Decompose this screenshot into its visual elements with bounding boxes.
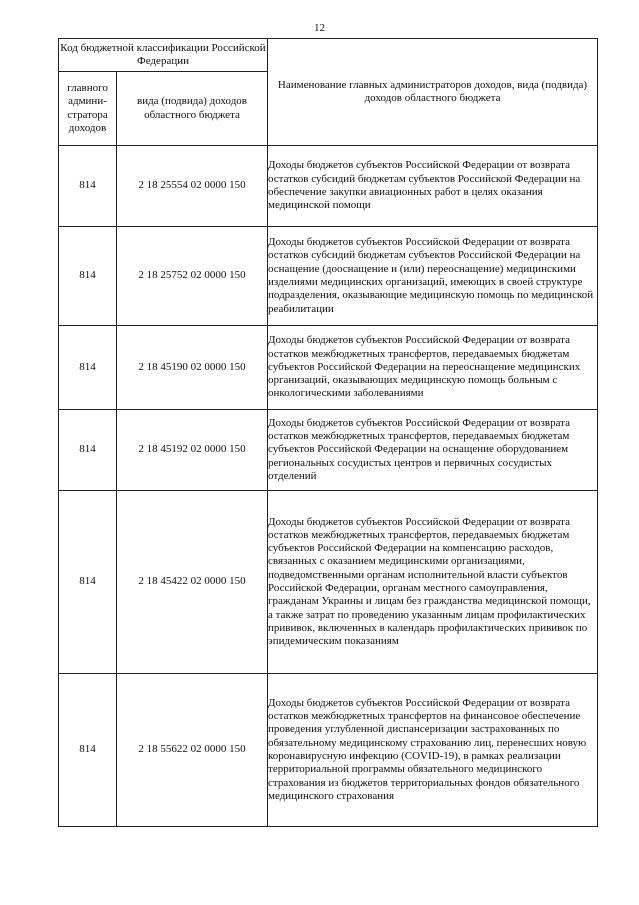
revenue-name-cell: Доходы бюджетов субъектов Российской Федерации от возврата остатков межбюджетных трансфертов, передаваемых бюджетам субъектов Российской Федерации на переоснащение медицинских организаций, оказывающих медицинскую помощь больным с онкологическими заболеваниями [268,326,598,410]
revenue-name-cell: Доходы бюджетов субъектов Российской Федерации от возврата остатков межбюджетных трансфертов на финансовое обеспечение проведения углубленной диспансеризации застрахованных по обязательному медицинскому страхованию лиц, перенесших новую коронавирусную инфекцию (COVID-19), в рамках реализации территориальной программы обязательного медицинского страхования из бюджетов территориальных фондов обязательного медицинского страхования [268,674,598,827]
classification-group-header: Код бюджетной классификации Российской Федерации [59,39,268,72]
admin-column-header: главного админи-стратора доходов [59,72,117,146]
revenue-type-column-header: вида (подвида) доходов областного бюджета [117,72,268,146]
revenue-code-cell: 2 18 45192 02 0000 150 [117,410,268,491]
table-row [59,410,598,491]
revenue-code-cell: 2 18 45422 02 0000 150 [117,491,268,674]
revenue-code-cell: 2 18 25752 02 0000 150 [117,227,268,326]
revenue-code-cell: 2 18 55622 02 0000 150 [117,674,268,827]
table-row [59,491,598,674]
table-row [59,674,598,827]
revenue-name-cell: Доходы бюджетов субъектов Российской Федерации от возврата остатков межбюджетных трансфертов, передаваемых бюджетам субъектов Российской Федерации на компенсацию расходов, связанных с оказанием медицинскими организациями, подведомственными органам исполнительной власти субъектов Российской Федерации, органам местного самоуправления, гражданам Украины и лицам без гражданства медицинской помощи, а также затрат по проведению указанным лицам профилактических прививок, включенных в календарь профилактических прививок по эпидемическим показаниям [268,491,598,674]
admin-code-cell: 814 [59,410,117,491]
revenue-code-cell: 2 18 45190 02 0000 150 [117,326,268,410]
table-row [59,227,598,326]
budget-classification-table [58,38,598,827]
revenue-name-cell: Доходы бюджетов субъектов Российской Федерации от возврата остатков межбюджетных трансфертов, передаваемых бюджетам субъектов Российской Федерации на оснащение оборудованием региональных сосудистых центров и первичных сосудистых отделений [268,410,598,491]
table-row [59,326,598,410]
revenue-name-cell: Доходы бюджетов субъектов Российской Федерации от возврата остатков субсидий бюджетам субъектов Российской Федерации на обеспечение закупки авиационных работ в целях оказания медицинской помощи [268,146,598,227]
revenue-code-cell: 2 18 25554 02 0000 150 [117,146,268,227]
admin-code-cell: 814 [59,674,117,827]
admin-code-cell: 814 [59,227,117,326]
admin-code-cell: 814 [59,491,117,674]
revenue-name-cell: Доходы бюджетов субъектов Российской Федерации от возврата остатков субсидий бюджетам субъектов Российской Федерации на оснащение (дооснащение и (или) переоснащение) медицинскими изделиями медицинских организаций, имеющих в своей структуре подразделения, оказывающие медицинскую помощь по медицинской реабилитации [268,227,598,326]
table-row [59,146,598,227]
name-column-header: Наименование главных администраторов доходов, вида (подвида) доходов областного бюджета [268,39,598,146]
admin-code-cell: 814 [59,146,117,227]
admin-code-cell: 814 [59,326,117,410]
page-number: 12 [314,22,325,34]
